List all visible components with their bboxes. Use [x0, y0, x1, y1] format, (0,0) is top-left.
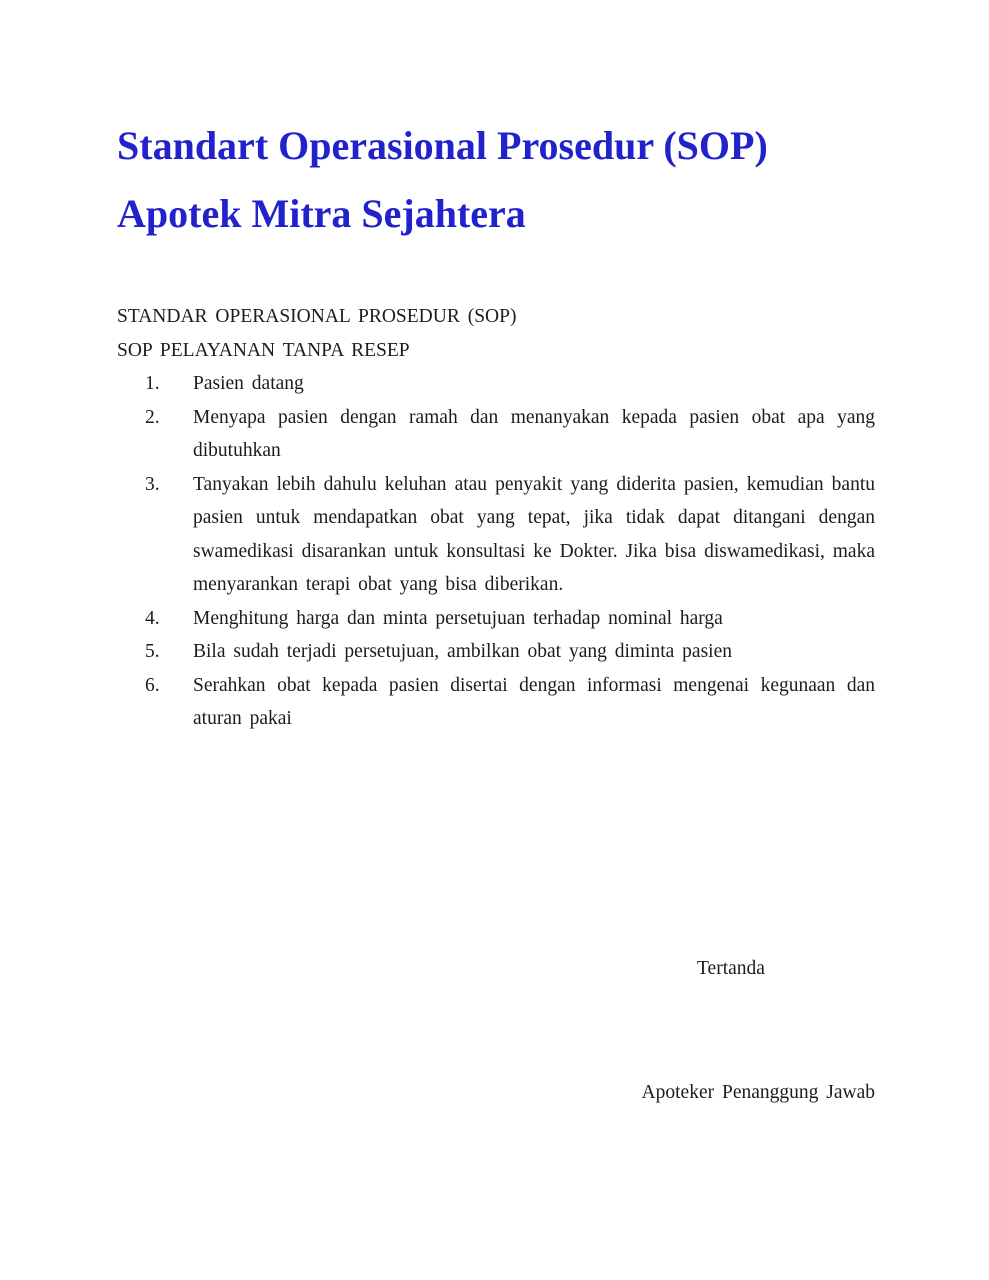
sop-step-list: [117, 367, 875, 736]
document-body: [117, 300, 875, 736]
list-item-number: 3.: [145, 473, 160, 495]
signatory-role: Apoteker Penanggung Jawab: [641, 1082, 875, 1103]
list-item-text: Menghitung harga dan minta persetujuan terhadap nominal harga: [193, 607, 723, 629]
list-item-text: Bila sudah terjadi persetujuan, ambilkan obat yang diminta pasien: [193, 641, 732, 662]
list-item: [117, 401, 875, 468]
document-title: [117, 112, 875, 248]
list-item: [117, 602, 875, 636]
list-item-number: 6.: [145, 674, 160, 696]
section-heading-line1: STANDAR OPERASIONAL PROSEDUR (SOP): [117, 306, 517, 327]
list-item-text: Menyapa pasien dengan ramah dan menanyakan kepada pasien obat apa yang dibutuhkan: [193, 406, 875, 461]
list-item-text: Pasien datang: [193, 373, 304, 394]
list-item-number: 2.: [145, 406, 160, 428]
list-item-number: 1.: [145, 373, 160, 394]
list-item-text: Tanyakan lebih dahulu keluhan atau penyakit yang diderita pasien, kemudian bantu pasien untuk mendapatkan obat yang tepat, jika tidak dapat ditangani dengan swamedikasi disarankan untuk konsultasi ke Dokter. Jika bisa diswamedikasi, maka menyarankan terapi obat yang bisa diberikan.: [193, 473, 875, 595]
list-item-number: 5.: [145, 641, 160, 662]
document-title-line1: Standart Operasional Prosedur (SOP): [117, 123, 768, 168]
list-item-number: 4.: [145, 607, 160, 629]
list-item: [117, 669, 875, 736]
document-page: [117, 0, 875, 1280]
document-title-line2: Apotek Mitra Sejahtera: [117, 191, 526, 236]
list-item-text: Serahkan obat kepada pasien disertai dengan informasi mengenai kegunaan dan aturan pakai: [193, 674, 875, 729]
signature-label: Tertanda: [697, 958, 765, 979]
section-heading-line2: SOP PELAYANAN TANPA RESEP: [117, 339, 410, 361]
list-item: [117, 367, 875, 401]
list-item: [117, 635, 875, 669]
list-item: [117, 468, 875, 602]
